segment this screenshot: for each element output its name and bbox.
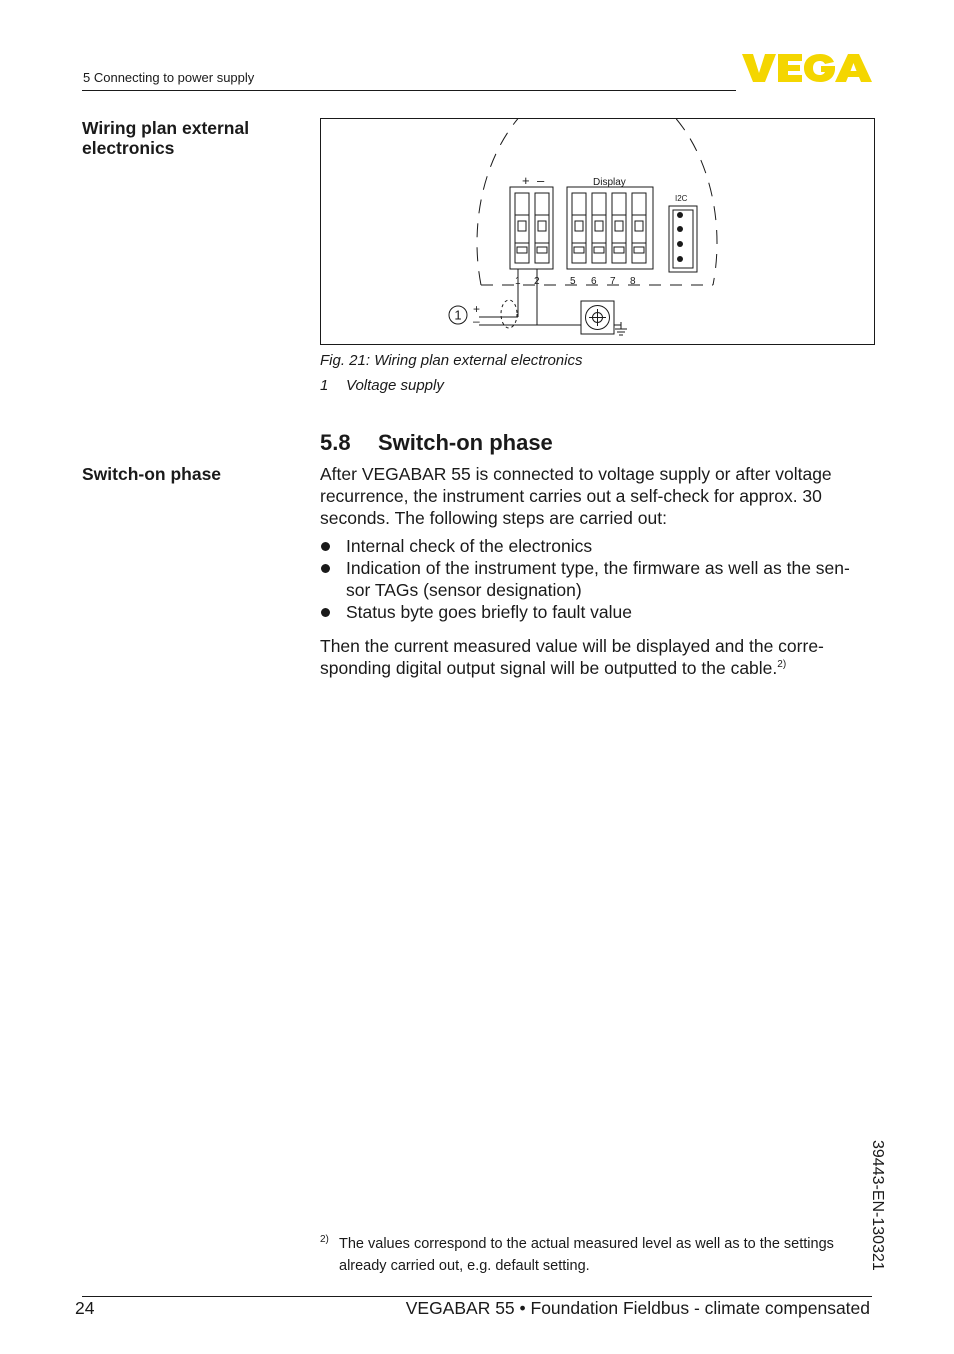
terminal-7: 7 bbox=[610, 276, 616, 287]
terminal-1: 1 bbox=[515, 276, 521, 287]
terminal-8: 8 bbox=[630, 276, 636, 287]
legend-number: 1 bbox=[320, 377, 329, 394]
section-title bbox=[320, 430, 553, 456]
footnote-mark: 2) bbox=[320, 1234, 329, 1245]
bullet-icon bbox=[321, 608, 330, 617]
figure-legend-item bbox=[320, 377, 444, 394]
footer-rule bbox=[82, 1296, 872, 1297]
terminal-2: 2 bbox=[534, 276, 540, 287]
terminal-6: 6 bbox=[591, 276, 597, 287]
list-item: Internal check of the electronics bbox=[320, 535, 865, 557]
page-number: 24 bbox=[75, 1298, 95, 1318]
side-heading-wiring: Wiring plan external electronics bbox=[82, 118, 250, 158]
wiring-diagram bbox=[321, 119, 874, 344]
minus-label: – bbox=[537, 173, 545, 188]
intro-paragraph: After VEGABAR 55 is connected to voltage supply or after voltage recurrence, the instrument carries out a self-check for approx. 30 seconds. The following steps are carried out: bbox=[320, 464, 832, 528]
bullet-icon bbox=[321, 542, 330, 551]
terminal-5: 5 bbox=[570, 276, 576, 287]
steps-list bbox=[320, 535, 865, 623]
bullet-icon bbox=[321, 564, 330, 573]
wiring-figure bbox=[320, 118, 875, 345]
closing-text: Then the current measured value will be displayed and the corre-sponding digital output signal will be outputted to the cable. bbox=[320, 636, 824, 678]
list-item: Status byte goes briefly to fault value bbox=[320, 601, 865, 623]
document-code: 39443-EN-130321 bbox=[869, 1140, 886, 1271]
section-title-text: Switch-on phase bbox=[378, 430, 553, 455]
footnote bbox=[320, 1233, 876, 1277]
side-heading-switch-on: Switch-on phase bbox=[82, 464, 222, 484]
section-number: 5.8 bbox=[320, 430, 351, 455]
footnote-ref: 2) bbox=[777, 659, 787, 670]
figure-caption: Fig. 21: Wiring plan external electronics bbox=[320, 352, 583, 369]
i2c-label: I2C bbox=[675, 194, 688, 203]
legend-label: Voltage supply bbox=[346, 377, 444, 394]
callout-1: 1 bbox=[454, 307, 462, 323]
display-label: Display bbox=[593, 177, 626, 188]
plus-label: + bbox=[522, 173, 530, 188]
supply-plus-label: + bbox=[473, 302, 481, 316]
footnote-text: The values correspond to the actual measured level as well as to the settings already carried out, e.g. default setting. bbox=[339, 1236, 834, 1274]
running-header: 5 Connecting to power supply bbox=[83, 70, 255, 85]
footer-title: VEGABAR 55 • Foundation Fieldbus - climate compensated bbox=[405, 1298, 870, 1318]
list-item: Indication of the instrument type, the firmware as well as the sen-sor TAGs (sensor designation) bbox=[320, 557, 865, 601]
supply-minus-label: – bbox=[473, 314, 480, 328]
header-rule bbox=[82, 90, 736, 91]
closing-paragraph bbox=[320, 635, 865, 679]
vega-logo bbox=[742, 52, 872, 84]
